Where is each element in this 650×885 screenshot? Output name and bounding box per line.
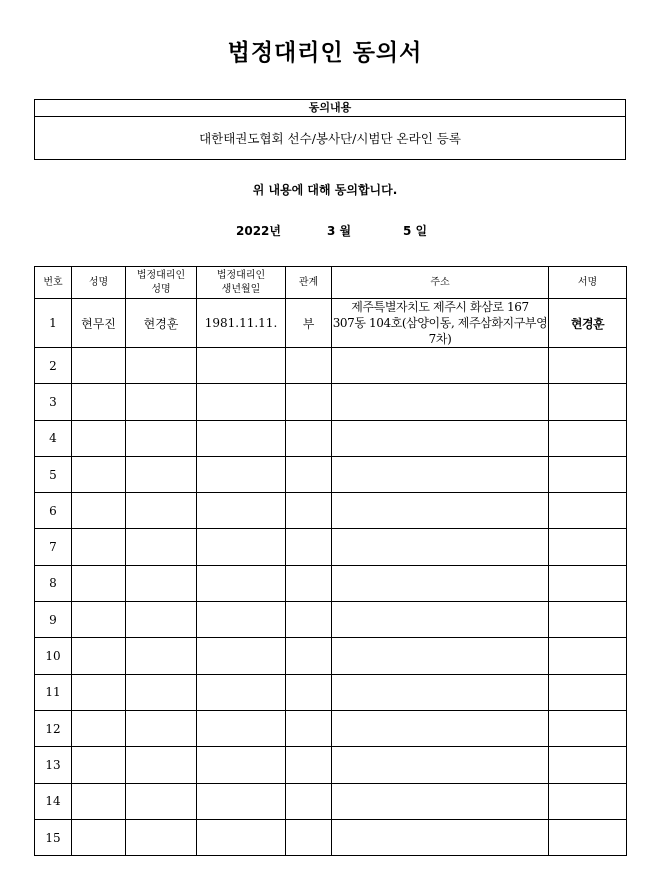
table-row <box>35 783 627 819</box>
relation-cell <box>286 783 332 819</box>
guardian-name-cell <box>126 747 197 783</box>
guardian-birth-cell <box>197 674 286 710</box>
guardian-birth-cell <box>197 420 286 456</box>
name-cell <box>72 638 126 674</box>
guardian-name-cell <box>126 493 197 529</box>
guardian-birth-cell <box>197 638 286 674</box>
name-cell <box>72 674 126 710</box>
guardian-name-cell <box>126 384 197 420</box>
guardian-name-cell <box>126 565 197 601</box>
guardian-name-cell <box>126 456 197 492</box>
row-number-cell: 7 <box>35 529 72 565</box>
row-number-cell: 11 <box>35 674 72 710</box>
guardian-birth-cell <box>197 819 286 855</box>
row-number-cell: 10 <box>35 638 72 674</box>
table-row <box>35 710 627 746</box>
guardian-name-cell <box>126 819 197 855</box>
col-no-header: 번호 <box>35 267 72 299</box>
row-number-cell: 1 <box>35 299 72 348</box>
relation-cell <box>286 420 332 456</box>
row-number-cell: 14 <box>35 783 72 819</box>
table-row <box>35 602 627 638</box>
address-cell <box>332 456 549 492</box>
relation-cell <box>286 565 332 601</box>
guardian-birth-cell <box>197 529 286 565</box>
row-number-cell: 3 <box>35 384 72 420</box>
table-body <box>35 299 627 856</box>
signature-cell <box>549 529 627 565</box>
row-number-cell: 13 <box>35 747 72 783</box>
guardian-name-cell <box>126 348 197 384</box>
name-cell <box>72 602 126 638</box>
registration-table <box>34 266 627 856</box>
page-title: 법정대리인 동의서 <box>227 40 423 66</box>
address-cell <box>332 710 549 746</box>
guardian-name-cell <box>126 710 197 746</box>
name-cell <box>72 710 126 746</box>
address-cell <box>332 384 549 420</box>
table-row <box>35 565 627 601</box>
name-cell <box>72 493 126 529</box>
relation-cell <box>286 819 332 855</box>
relation-cell <box>286 529 332 565</box>
address-cell <box>332 420 549 456</box>
name-cell <box>72 529 126 565</box>
signature-cell <box>549 565 627 601</box>
guardian-birth-cell <box>197 710 286 746</box>
address-cell <box>332 493 549 529</box>
consent-body: 대한태권도협회 선수/봉사단/시범단 온라인 등록 <box>199 131 461 146</box>
guardian-name-cell <box>126 638 197 674</box>
relation-cell <box>286 493 332 529</box>
table-row <box>35 674 627 710</box>
guardian-birth-cell <box>197 456 286 492</box>
date-day: 5 일 <box>403 224 428 238</box>
signature-cell: 현경훈 <box>549 299 627 348</box>
relation-cell <box>286 747 332 783</box>
row-number-cell: 6 <box>35 493 72 529</box>
table-header-row <box>35 267 627 299</box>
guardian-birth-cell: 1981.11.11. <box>197 299 286 348</box>
name-cell <box>72 783 126 819</box>
consent-header: 동의내용 <box>35 100 625 117</box>
table-row <box>35 299 627 348</box>
row-number-cell: 9 <box>35 602 72 638</box>
address-cell <box>332 565 549 601</box>
guardian-name-cell <box>126 420 197 456</box>
relation-cell <box>286 456 332 492</box>
address-cell <box>332 638 549 674</box>
address-cell <box>332 529 549 565</box>
name-cell <box>72 348 126 384</box>
table-row <box>35 384 627 420</box>
relation-cell <box>286 710 332 746</box>
address-line-1: 제주특별자치도 제주시 화삼로 167 <box>351 300 529 314</box>
date-year: 2022년 <box>236 224 281 238</box>
name-cell <box>72 819 126 855</box>
guardian-birth-cell <box>197 384 286 420</box>
signature-cell <box>549 747 627 783</box>
col-guardian-name-header: 법정대리인 성명 <box>126 267 197 299</box>
row-number-cell: 12 <box>35 710 72 746</box>
name-cell <box>72 747 126 783</box>
signature-cell <box>549 602 627 638</box>
signature-cell <box>549 456 627 492</box>
name-cell <box>72 456 126 492</box>
relation-cell: 부 <box>286 299 332 348</box>
table-row <box>35 348 627 384</box>
col-guardian-birth-header: 법정대리인 생년월일 <box>197 267 286 299</box>
address-cell <box>332 747 549 783</box>
signature-cell <box>549 674 627 710</box>
col-relation-header: 관계 <box>286 267 332 299</box>
guardian-name-cell: 현경훈 <box>126 299 197 348</box>
col-name-header: 성명 <box>72 267 126 299</box>
signature-cell <box>549 348 627 384</box>
relation-cell <box>286 638 332 674</box>
guardian-birth-cell <box>197 783 286 819</box>
table-row <box>35 747 627 783</box>
signature-cell <box>549 638 627 674</box>
guardian-name-cell <box>126 602 197 638</box>
name-cell <box>72 384 126 420</box>
table-row <box>35 493 627 529</box>
relation-cell <box>286 674 332 710</box>
signature-cell <box>549 493 627 529</box>
row-number-cell: 8 <box>35 565 72 601</box>
guardian-birth-cell <box>197 747 286 783</box>
guardian-birth-cell <box>197 565 286 601</box>
name-cell <box>72 420 126 456</box>
relation-cell <box>286 348 332 384</box>
name-cell: 현무진 <box>72 299 126 348</box>
address-cell <box>332 602 549 638</box>
guardian-name-cell <box>126 674 197 710</box>
guardian-birth-cell <box>197 348 286 384</box>
row-number-cell: 15 <box>35 819 72 855</box>
signature-cell <box>549 710 627 746</box>
address-cell <box>332 819 549 855</box>
row-number-cell: 5 <box>35 456 72 492</box>
row-number-cell: 4 <box>35 420 72 456</box>
signature-cell <box>549 384 627 420</box>
col-signature-header: 서명 <box>549 267 627 299</box>
guardian-name-cell <box>126 529 197 565</box>
col-address-header: 주소 <box>332 267 549 299</box>
guardian-birth-cell <box>197 602 286 638</box>
signature-cell <box>549 420 627 456</box>
table-row <box>35 456 627 492</box>
signature-cell <box>549 783 627 819</box>
row-number-cell: 2 <box>35 348 72 384</box>
table-row <box>35 420 627 456</box>
consent-box <box>34 99 626 160</box>
table-row <box>35 638 627 674</box>
guardian-name-cell <box>126 783 197 819</box>
agreement-statement: 위 내용에 대해 동의합니다. <box>252 183 398 197</box>
address-cell <box>332 348 549 384</box>
signature-cell <box>549 819 627 855</box>
address-cell <box>332 299 549 348</box>
address-line-2: 307동 104호(삼양이동, 제주삼화지구부영7차) <box>332 316 548 346</box>
date-month: 3 월 <box>327 224 352 238</box>
address-cell <box>332 674 549 710</box>
address-cell <box>332 783 549 819</box>
table-row <box>35 529 627 565</box>
relation-cell <box>286 602 332 638</box>
guardian-birth-cell <box>197 493 286 529</box>
table-row <box>35 819 627 855</box>
relation-cell <box>286 384 332 420</box>
name-cell <box>72 565 126 601</box>
